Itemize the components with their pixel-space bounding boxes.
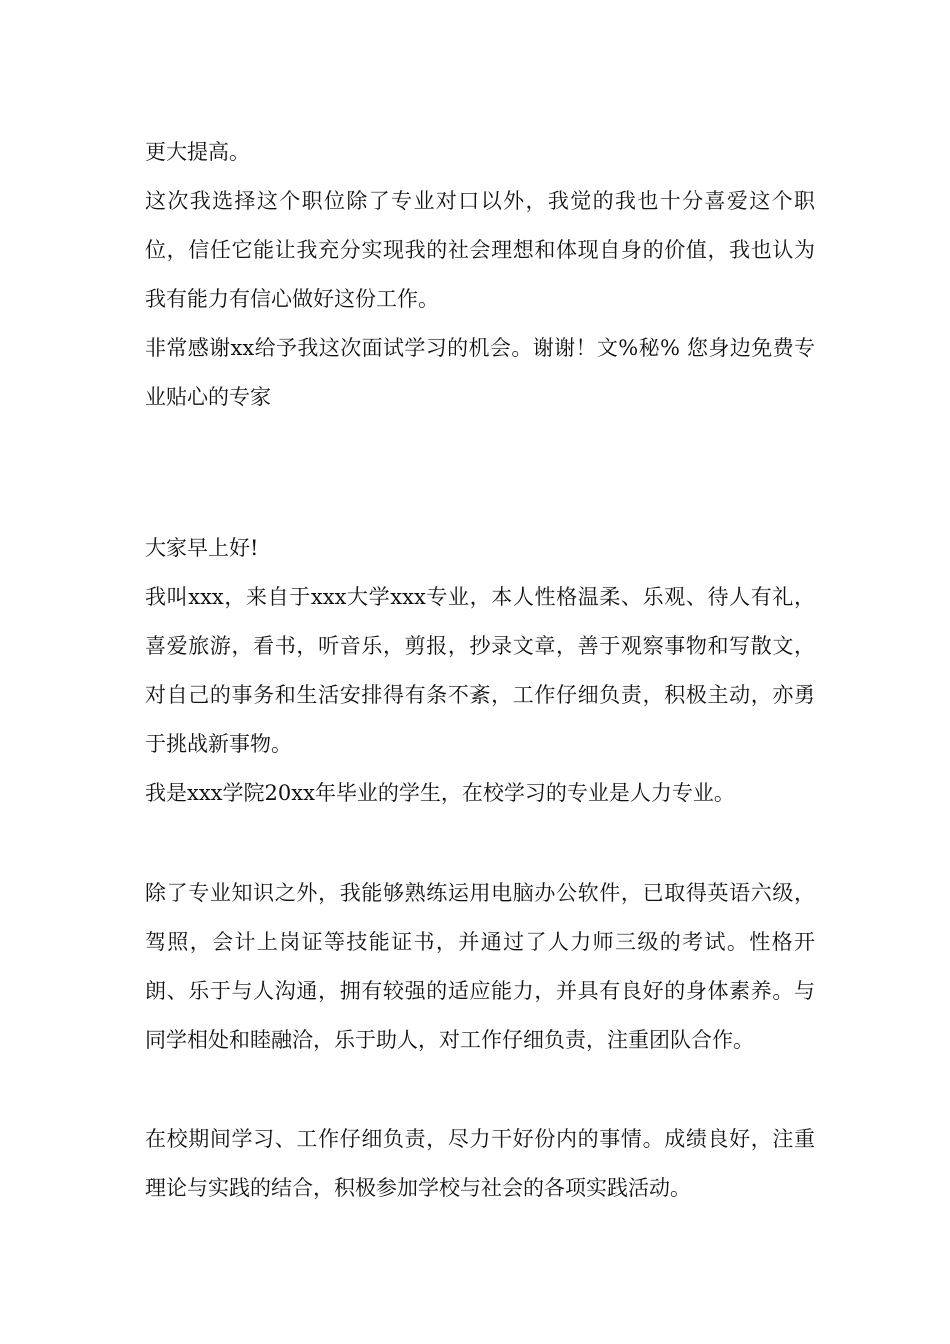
paragraph-7: 除了专业知识之外，我能够熟练运用电脑办公软件，已取得英语六级，驾照，会计上岗证等技能证书，并通过了人力师三级的考试。性格开朗、乐于与人沟通，拥有较强的适应能力，并具有良好的身体素养。与同学相处和睦融洽，乐于助人，对工作仔细负责，注重团队合作。 <box>145 881 815 1052</box>
paragraph-8: 在校期间学习、工作仔细负责，尽力干好份内的事情。成绩良好，注重理论与实践的结合，积极参加学校与社会的各项实践活动。 <box>145 1127 815 1200</box>
paragraph-4: 大家早上好! <box>145 536 259 560</box>
paragraph-6: 我是xxx学院20xx年毕业的学生，在校学习的专业是人力专业。 <box>145 781 735 805</box>
paragraph-3: 非常感谢xx给予我这次面试学习的机会。谢谢！文%秘% 您身边免费专业贴心的专家 <box>145 336 815 409</box>
paragraph-5: 我叫xxx，来自于xxx大学xxx专业，本人性格温柔、乐观、待人有礼，喜爱旅游，看书，听音乐，剪报，抄录文章，善于观察事物和写散文，对自己的事务和生活安排得有条不紊，工作仔细负责，积极主动，亦勇于挑战新事物。 <box>145 585 815 756</box>
paragraph-2: 这次我选择这个职位除了专业对口以外，我觉的我也十分喜爱这个职位，信任它能让我充分实现我的社会理想和体现自身的价值，我也认为我有能力有信心做好这份工作。 <box>145 189 815 311</box>
paragraph-1: 更大提高。 <box>145 140 250 164</box>
